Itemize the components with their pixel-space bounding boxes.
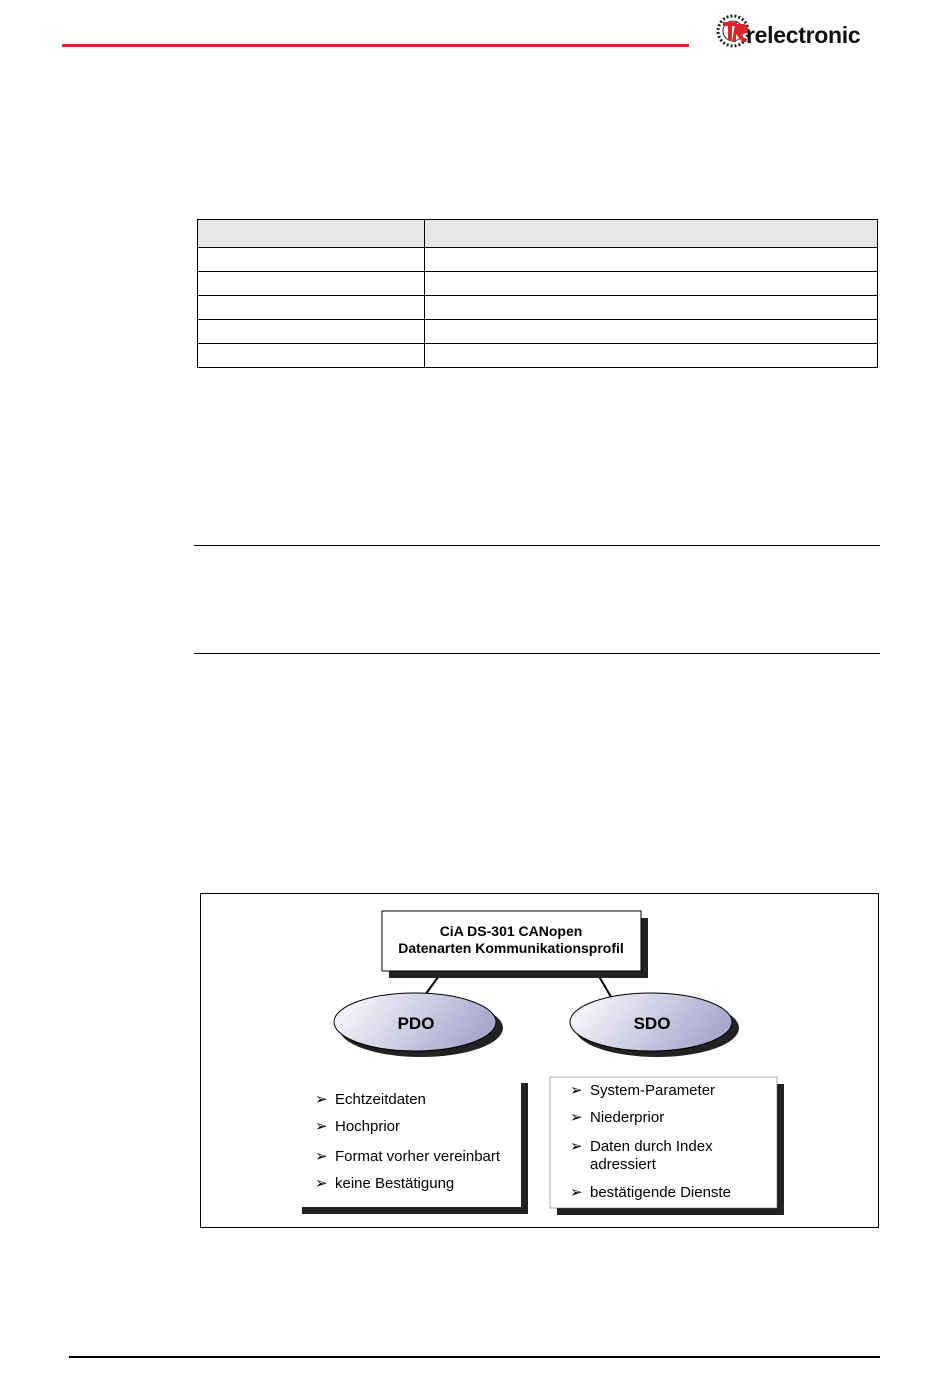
pdo-item: Hochprior [335,1118,401,1135]
table-cell [425,248,878,272]
sdo-item: Niederprior [590,1109,665,1126]
pdo-item: Format vorher vereinbart [335,1148,501,1165]
table-cell [425,296,878,320]
sdo-bullet-icon: ➢ [570,1138,583,1155]
section-rule-top [194,545,880,546]
table-cell [425,220,878,248]
table-row [198,248,878,272]
table-cell [198,220,425,248]
pdo-item: Echtzeitdaten [335,1091,426,1108]
canopen-diagram [200,893,879,1228]
sdo-item: bestätigende Dienste [590,1184,731,1201]
footer-rule [69,1356,880,1358]
logo-text: relectronic [746,22,861,48]
header-rule [62,44,689,47]
table-row [198,296,878,320]
table-cell [198,296,425,320]
table-cell [198,248,425,272]
title-line-2: Datenarten Kommunikationsprofil [398,940,624,956]
table-cell [198,344,425,368]
sdo-label: SDO [633,1014,671,1033]
sdo-bullet-icon: ➢ [570,1184,583,1201]
table-cell [425,344,878,368]
sdo-bullet-icon: ➢ [570,1109,583,1126]
pdo-bullet-icon: ➢ [315,1118,328,1135]
sdo-item: System-Parameter [590,1082,716,1099]
table-row [198,272,878,296]
table-cell [198,320,425,344]
pdo-bullet-icon: ➢ [315,1091,328,1108]
pdo-bullet-icon: ➢ [315,1148,328,1165]
sdo-item-continuation: adressiert [590,1156,656,1173]
title-line-1: CiA DS-301 CANopen [439,923,583,939]
diagram-canvas [201,894,880,1229]
pdo-item: keine Bestätigung [335,1175,455,1192]
table-row [198,344,878,368]
pdo-bullet-icon: ➢ [315,1175,328,1192]
pdo-label: PDO [397,1014,435,1033]
table-header-row [198,220,878,248]
table-row [198,320,878,344]
table-cell [425,320,878,344]
table-cell [198,272,425,296]
section-rule-bottom [194,653,880,654]
sdo-bullet-icon: ➢ [570,1082,583,1099]
sdo-item: Daten durch Index [590,1138,713,1155]
spec-table [197,219,878,368]
table-cell [425,272,878,296]
